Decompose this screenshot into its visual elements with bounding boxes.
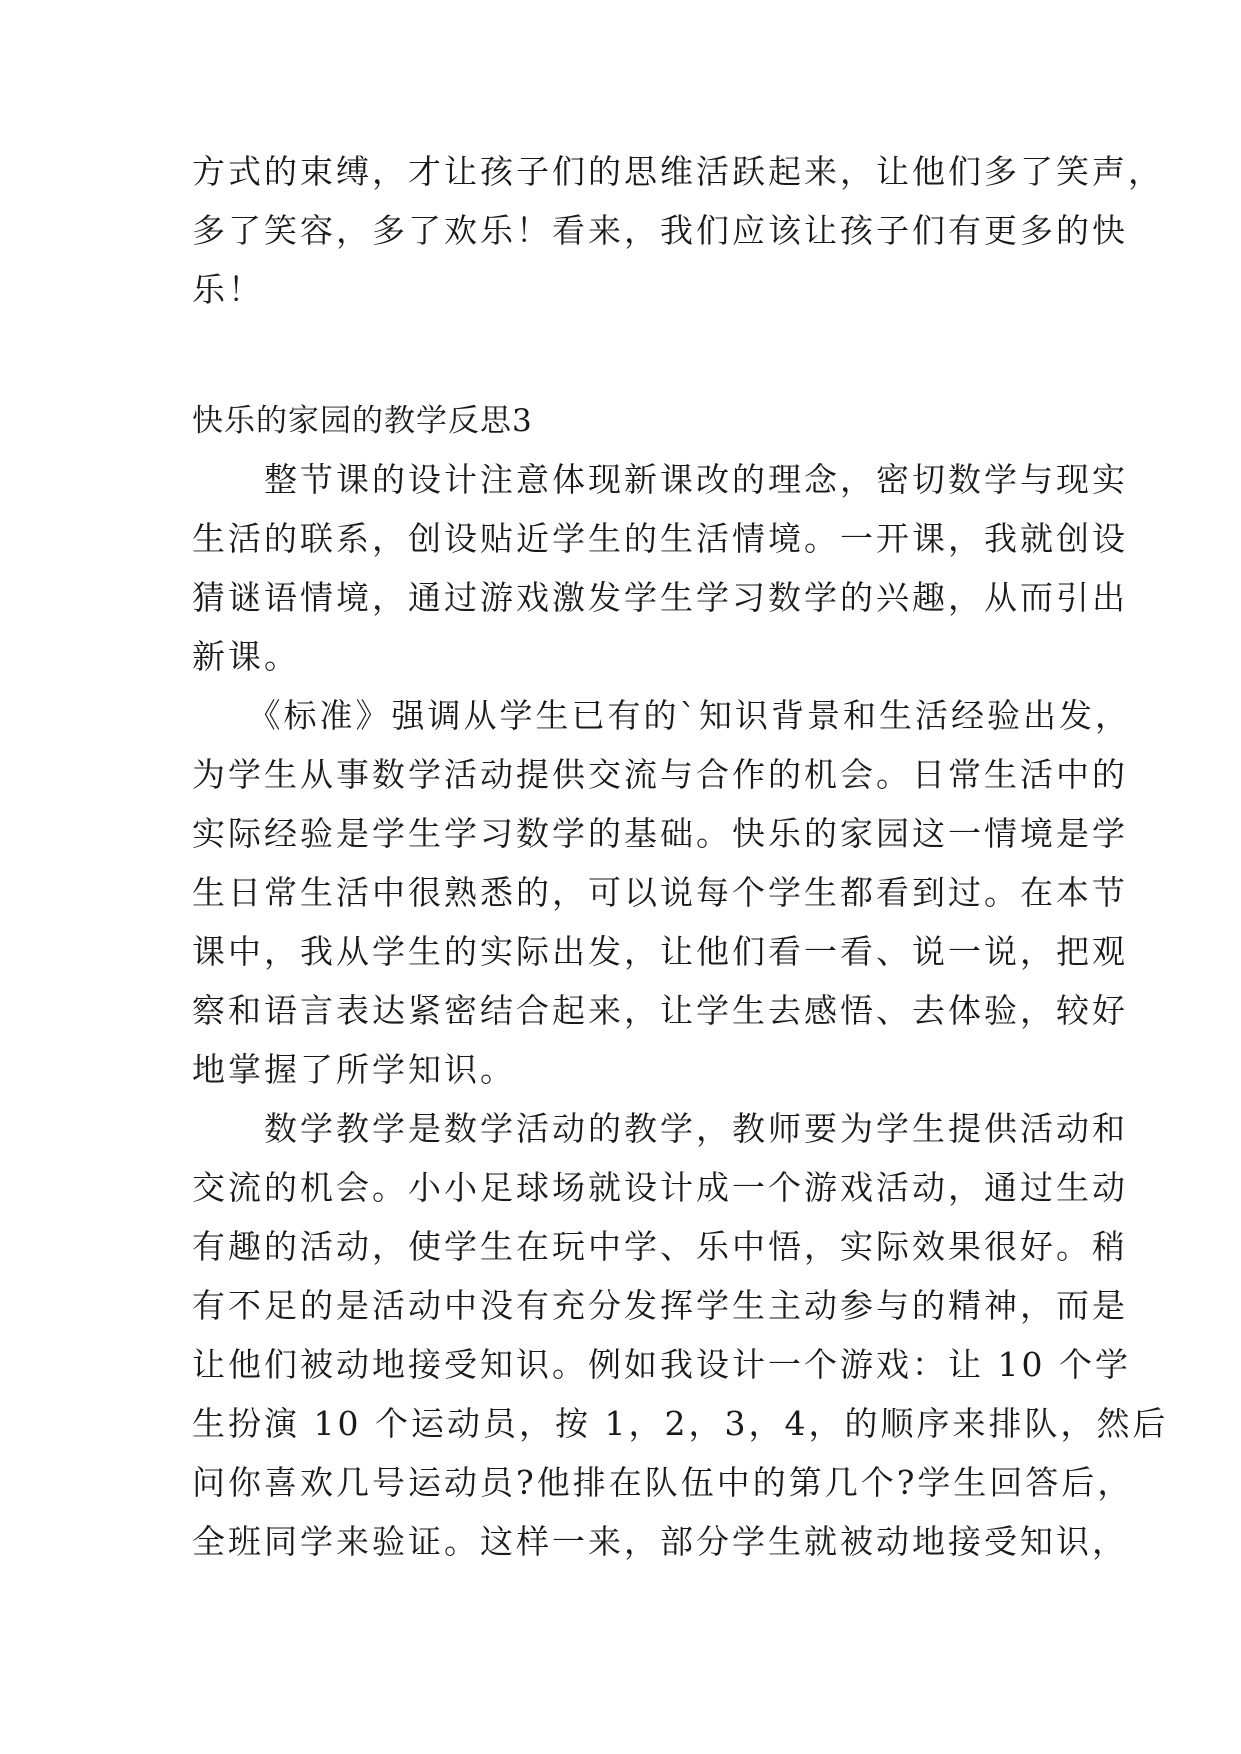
text-line: 多了笑容，多了欢乐！看来，我们应该让孩子们有更多的快 bbox=[192, 211, 1128, 250]
text-line: 问你喜欢几号运动员?他排在队伍中的第几个?学生回答后， bbox=[192, 1463, 1134, 1502]
section-heading: 快乐的家园的教学反思3 bbox=[192, 403, 533, 439]
text-line: 地掌握了所学知识。 bbox=[192, 1050, 516, 1089]
text-line: 新课。 bbox=[192, 637, 300, 676]
text-line: 交流的机会。小小足球场就设计成一个游戏活动，通过生动 bbox=[192, 1168, 1128, 1207]
text-line: 为学生从事数学活动提供交流与合作的机会。日常生活中的 bbox=[192, 755, 1128, 794]
text-line: 方式的束缚，才让孩子们的思维活跃起来，让他们多了笑声， bbox=[192, 152, 1164, 191]
text-line: 数学教学是数学活动的教学，教师要为学生提供活动和 bbox=[192, 1109, 1128, 1148]
text-line: 有不足的是活动中没有充分发挥学生主动参与的精神，而是 bbox=[192, 1286, 1128, 1325]
text-line: 整节课的设计注意体现新课改的理念，密切数学与现实 bbox=[192, 460, 1128, 499]
text-line: 生活的联系，创设贴近学生的生活情境。一开课，我就创设 bbox=[192, 519, 1128, 558]
text-line: 察和语言表达紧密结合起来，让学生去感悟、去体验，较好 bbox=[192, 991, 1128, 1030]
text-line: 全班同学来验证。这样一来，部分学生就被动地接受知识， bbox=[192, 1522, 1128, 1561]
text-line: 课中，我从学生的实际出发，让他们看一看、说一说，把观 bbox=[192, 932, 1128, 971]
text-line: 让他们被动地接受知识。例如我设计一个游戏：让 10 个学 bbox=[192, 1345, 1131, 1384]
text-line: 生扮演 10 个运动员，按 1，2，3，4，的顺序来排队，然后 bbox=[192, 1404, 1169, 1443]
text-line: 生日常生活中很熟悉的，可以说每个学生都看到过。在本节 bbox=[192, 873, 1128, 912]
text-line: 有趣的活动，使学生在玩中学、乐中悟，实际效果很好。稍 bbox=[192, 1227, 1128, 1266]
text-line: 猜谜语情境，通过游戏激发学生学习数学的兴趣，从而引出 bbox=[192, 578, 1128, 617]
text-line: 实际经验是学生学习数学的基础。快乐的家园这一情境是学 bbox=[192, 814, 1128, 853]
text-line: 《标准》强调从学生已有的`知识背景和生活经验出发， bbox=[192, 696, 1131, 735]
text-line: 乐！ bbox=[192, 270, 264, 309]
